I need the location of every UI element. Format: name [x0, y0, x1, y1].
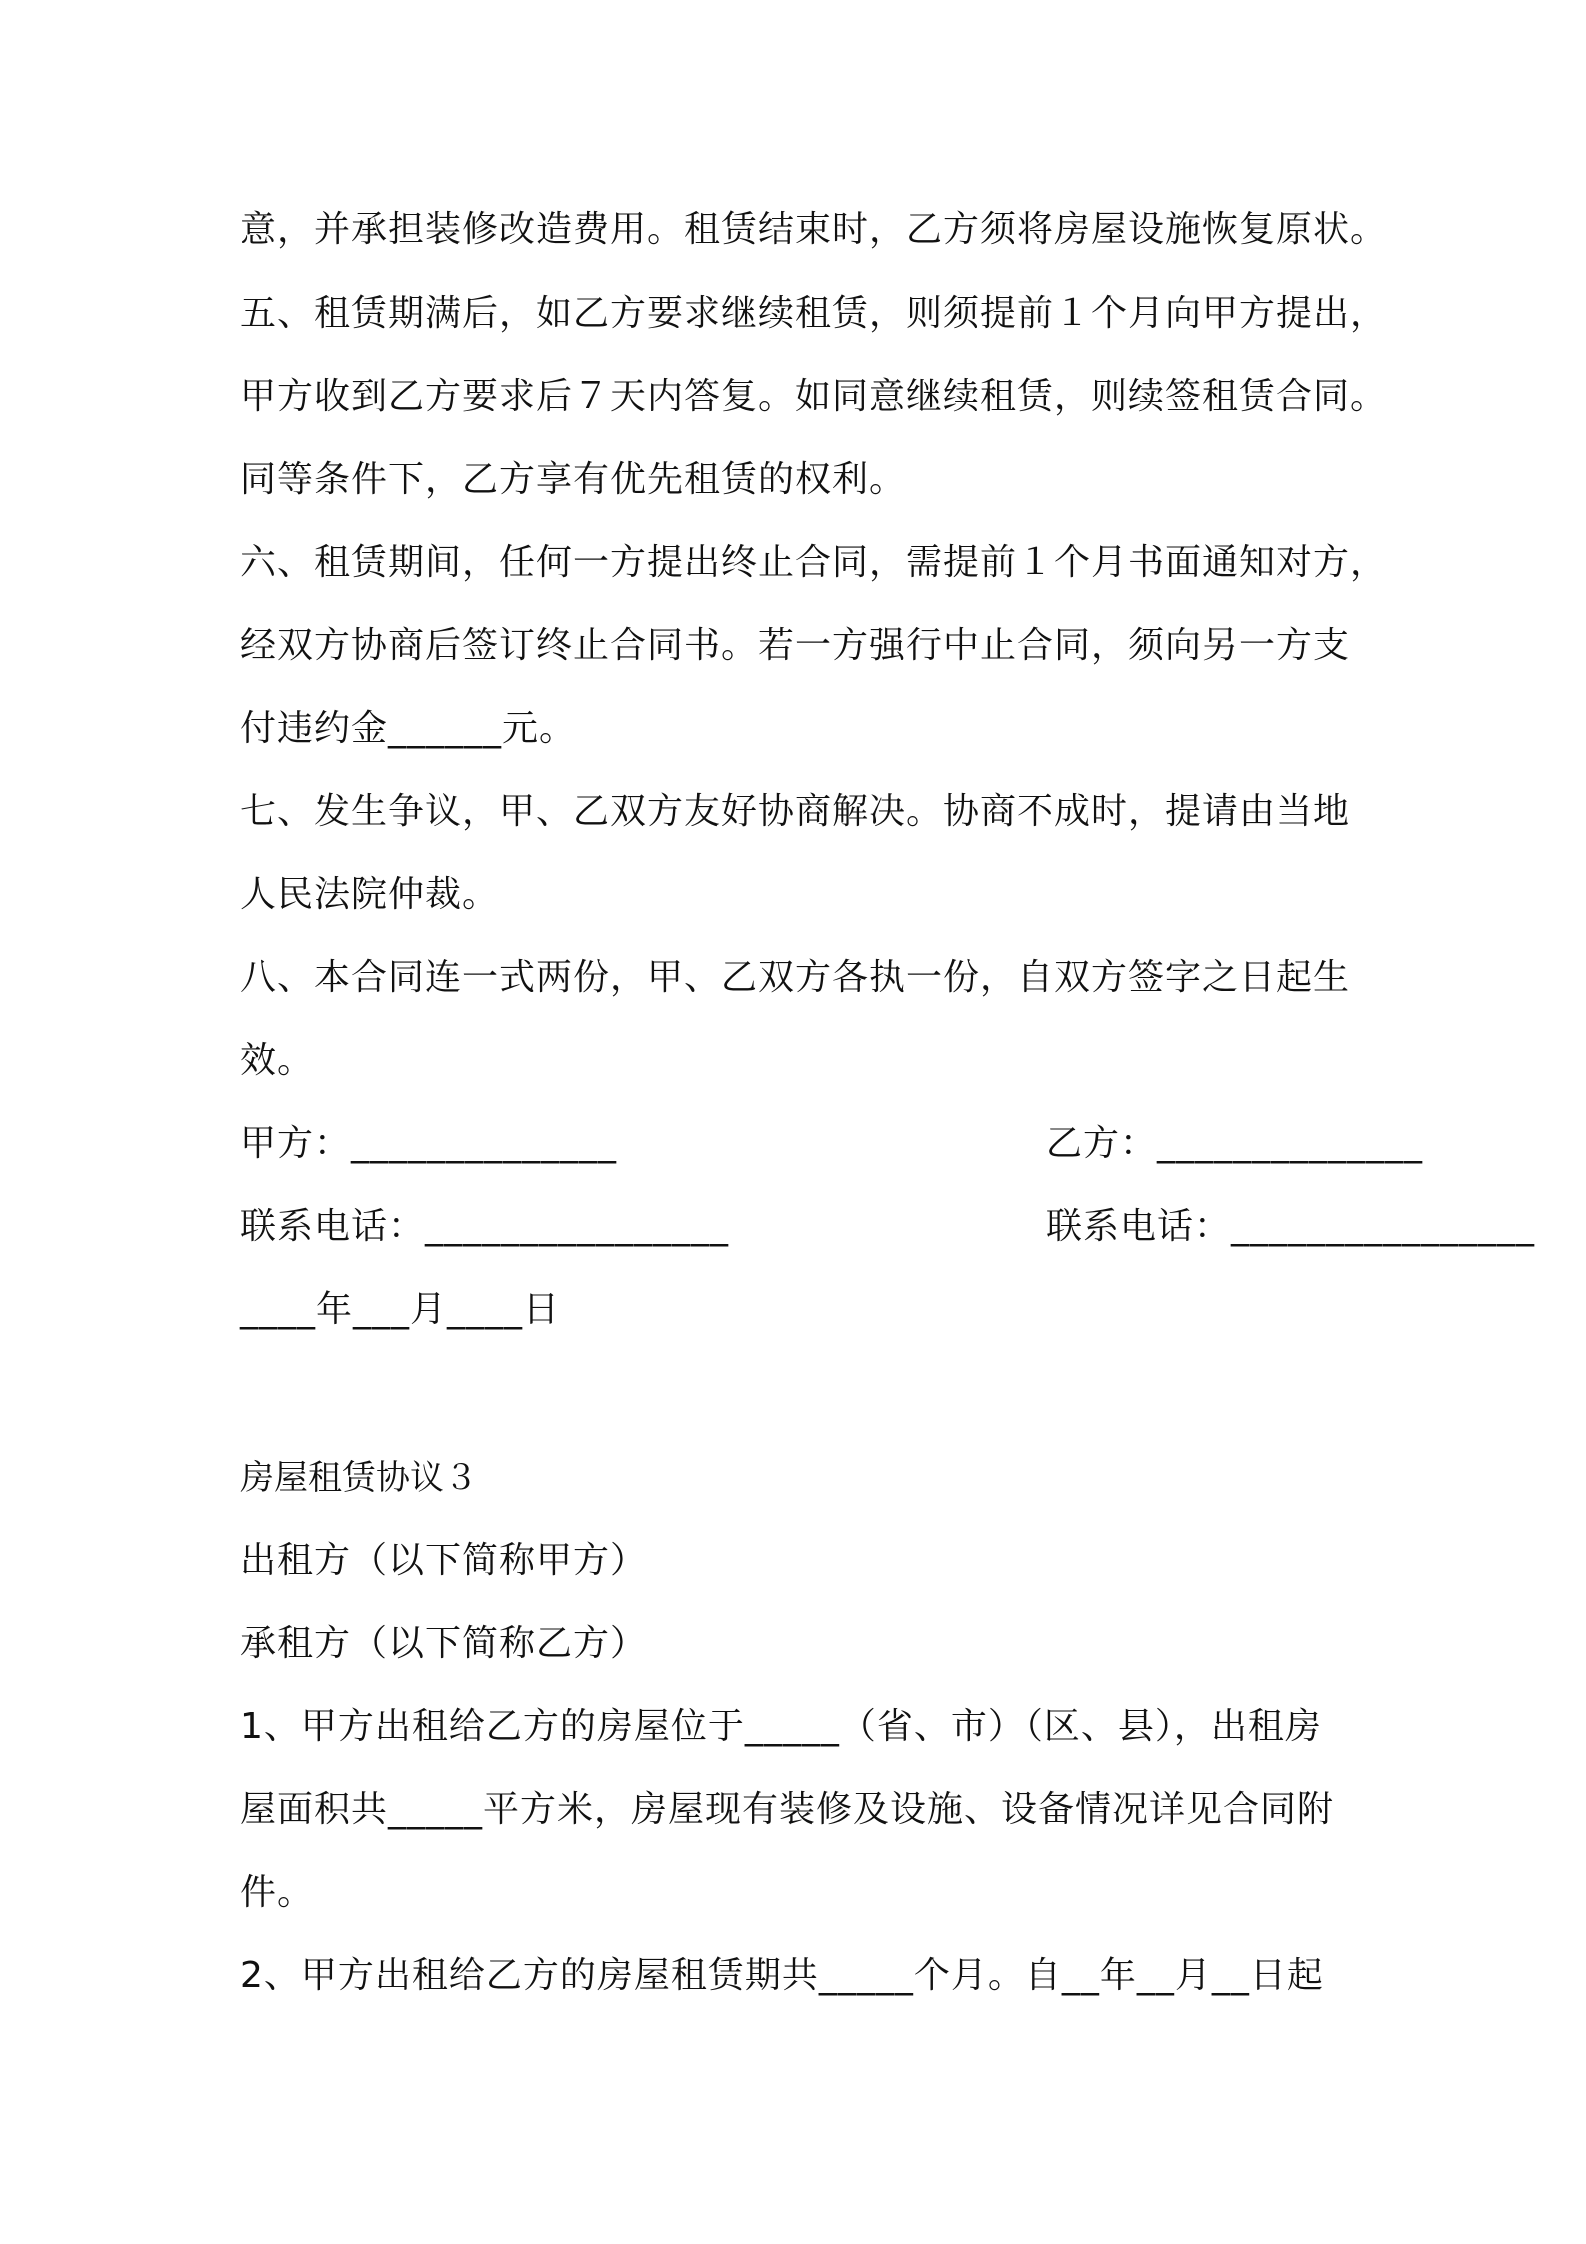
- clause-7-line: 人民法院仲裁。: [240, 874, 500, 915]
- party-b-phone: 联系电话：________________: [1046, 1206, 1536, 1247]
- agreement-title: 房屋租赁协议３: [240, 1458, 478, 1498]
- clause-7-line: 七、发生争议，甲、乙双方友好协商解决。协商不成时，提请由当地: [240, 791, 1351, 832]
- clause-2-line: 2、甲方出租给乙方的房屋租赁期共_____个月。自__年__月__日起: [240, 1955, 1324, 1996]
- party-a-signature: 甲方：______________: [240, 1123, 618, 1164]
- clause-1-line: 屋面积共_____平方米，房屋现有装修及设施、设备情况详见合同附: [240, 1789, 1335, 1830]
- clause-8-line: 效。: [240, 1040, 315, 1081]
- party-a-phone: 联系电话：________________: [240, 1206, 730, 1247]
- clause-1-line: 件。: [240, 1872, 315, 1913]
- clause-5-line: 五、租赁期满后，如乙方要求继续租赁，则须提前１个月向甲方提出，: [240, 293, 1388, 334]
- clause-6-line: 六、租赁期间，任何一方提出终止合同，需提前１个月书面通知对方，: [240, 542, 1388, 583]
- clause-text-line: 意，并承担装修改造费用。租赁结束时，乙方须将房屋设施恢复原状。: [240, 209, 1388, 250]
- lessee-label: 承租方（以下简称乙方）: [240, 1623, 648, 1664]
- party-b-signature: 乙方：______________: [1046, 1123, 1424, 1164]
- signing-date: ____年___月____日: [240, 1289, 561, 1330]
- clause-6-line: 付违约金______元。: [240, 708, 577, 749]
- clause-8-line: 八、本合同连一式两份，甲、乙双方各执一份，自双方签字之日起生: [240, 957, 1351, 998]
- phone-row: [240, 1197, 1536, 1257]
- clause-6-line: 经双方协商后签订终止合同书。若一方强行中止合同，须向另一方支: [240, 625, 1351, 666]
- lessor-label: 出租方（以下简称甲方）: [240, 1540, 648, 1581]
- signature-row: [240, 1114, 1424, 1174]
- clause-5-line: 甲方收到乙方要求后７天内答复。如同意继续租赁，则续签租赁合同。: [240, 376, 1388, 417]
- clause-5-line: 同等条件下，乙方享有优先租赁的权利。: [240, 459, 907, 500]
- clause-1-line: 1、甲方出租给乙方的房屋位于_____（省、市）（区、县），出租房: [240, 1706, 1322, 1747]
